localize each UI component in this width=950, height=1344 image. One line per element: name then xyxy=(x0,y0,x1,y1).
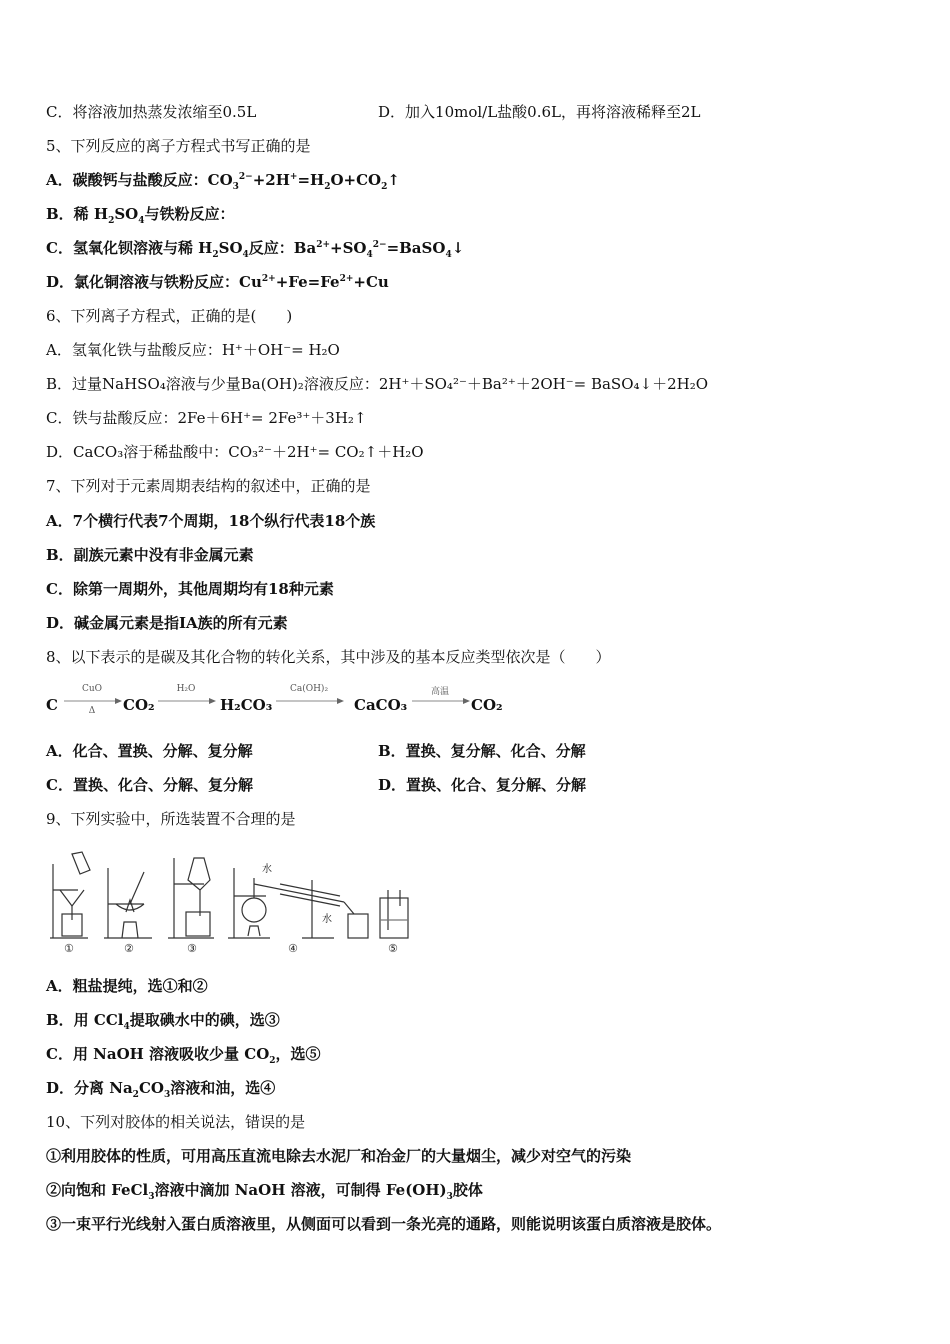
q7-option-c: C．除第一周期外，其他周期均有18种元素 xyxy=(46,580,334,598)
q6-option-a: A．氢氧化铁与盐酸反应：H⁺＋OH⁻= H₂O xyxy=(46,341,340,359)
apparatus-5-wash-bottle xyxy=(380,890,408,938)
apparatus-label-3: ③ xyxy=(187,942,197,955)
q10-statement-2: ②向饱和 FeCl$_3$溶液中滴加 NaOH 溶液，可制得 $Fe(OH)_3$胶体 xyxy=(46,1181,483,1202)
q9-option-d: D．分离 $Na_2CO_3$溶液和油，选④ xyxy=(46,1079,276,1100)
apparatus-label-5: ⑤ xyxy=(388,942,398,955)
q8-option-d: D．置换、化合、复分解、分解 xyxy=(378,776,587,794)
apparatus-figure xyxy=(44,850,414,958)
q4-option-d: D．加入10mol/L盐酸0.6L，再将溶液稀释至2L xyxy=(378,103,701,121)
q6-option-b: B．过量NaHSO₄溶液与少量Ba(OH)₂溶液反应：2H⁺＋SO₄²⁻＋Ba²⁺＋2OH⁻= BaSO₄↓＋2H₂O xyxy=(46,375,709,393)
arrow-3-line xyxy=(274,697,344,705)
water-label-top: 水 xyxy=(262,864,272,875)
chain-species-c: C xyxy=(46,696,58,714)
q8-option-b: B．置换、复分解、化合、分解 xyxy=(378,742,586,760)
apparatus-label-4: ④ xyxy=(288,942,298,955)
q4-option-c: C．将溶液加热蒸发浓缩至0.5L xyxy=(46,103,257,121)
q7-option-d: D．碱金属元素是指ⅠA族的所有元素 xyxy=(46,614,288,632)
q5-option-d: D．氯化铜溶液与铁粉反应：$Cu^{2+}+Fe=Fe^{2+}+Cu$ xyxy=(46,273,389,291)
chain-species-caco3: CaCO₃ xyxy=(354,696,408,714)
chain-species-co2: CO₂ xyxy=(123,696,155,714)
q8-option-c: C．置换、化合、分解、复分解 xyxy=(46,776,253,794)
apparatus-1-filtration xyxy=(50,852,90,938)
arrow-4-line xyxy=(410,697,470,705)
arrow-2-top: H₂O xyxy=(176,684,196,694)
q10-statement-3: ③一束平行光线射入蛋白质溶液里，从侧面可以看到一条光亮的通路，则能说明该蛋白质溶液是胶体。 xyxy=(46,1215,722,1233)
arrow-3-top: Ca(OH)₂ xyxy=(289,684,329,694)
q6-option-d: D．CaCO₃溶于稀盐酸中：CO₃²⁻＋2H⁺= CO₂↑＋H₂O xyxy=(46,443,424,461)
q9-option-b: B．用 CCl$_4$提取碘水中的碘，选③ xyxy=(46,1011,280,1032)
apparatus-2-evaporation xyxy=(104,868,152,938)
q10-statement-1: ①利用胶体的性质，可用高压直流电除去水泥厂和冶金厂的大量烟尘，减少对空气的污染 xyxy=(46,1147,632,1165)
q6-stem: 6、下列离子方程式，正确的是( ) xyxy=(46,307,293,325)
chain-species-co2-final: CO₂ xyxy=(471,696,503,714)
q5-option-c: C．氢氧化钡溶液与稀 $H_2SO_4$反应：$Ba^{2+}+SO_4^{2-}=BaSO_4↓$ xyxy=(46,239,465,260)
q7-option-a: A．7个横行代表7个周期，18个纵行代表18个族 xyxy=(46,512,376,530)
q10-stem: 10、下列对胶体的相关说法，错误的是 xyxy=(46,1113,306,1131)
q6-option-c: C．铁与盐酸反应：2Fe＋6H⁺= 2Fe³⁺＋3H₂↑ xyxy=(46,409,367,427)
apparatus-4-distillation xyxy=(228,868,368,938)
q7-stem: 7、下列对于元素周期表结构的叙述中，正确的是 xyxy=(46,477,371,495)
arrow-1-bottom: Δ xyxy=(88,706,96,716)
q9-stem: 9、下列实验中，所选装置不合理的是 xyxy=(46,810,296,828)
water-label-bottom: 水 xyxy=(322,914,332,925)
apparatus-label-1: ① xyxy=(64,942,74,955)
apparatus-label-2: ② xyxy=(124,942,134,955)
apparatus-3-separatory-funnel xyxy=(168,858,214,938)
q9-option-c: C．用 NaOH 溶液吸收少量 $CO_2$，选⑤ xyxy=(46,1045,321,1066)
q8-stem: 8、以下表示的是碳及其化合物的转化关系，其中涉及的基本反应类型依次是（ ） xyxy=(46,648,611,666)
chain-species-h2co3: H₂CO₃ xyxy=(220,696,273,714)
arrow-4-top: 高温 xyxy=(430,687,449,697)
arrow-2-line xyxy=(156,697,216,705)
q5-stem: 5、下列反应的离子方程式书写正确的是 xyxy=(46,137,311,155)
arrow-1-top: CuO xyxy=(81,684,103,694)
q8-option-a: A．化合、置换、分解、复分解 xyxy=(46,742,253,760)
q9-option-a: A．粗盐提纯，选①和② xyxy=(46,977,208,995)
carbon-conversion-chain xyxy=(46,684,606,724)
q5-option-a: A．碳酸钙与盐酸反应：$CO_3^{2-}+2H^+=H_2O+CO_2↑$ xyxy=(46,171,400,192)
q7-option-b: B．副族元素中没有非金属元素 xyxy=(46,546,254,564)
q5-option-b: B．稀 $H_2SO_4$与铁粉反应： xyxy=(46,205,235,226)
arrow-1-line xyxy=(62,697,122,705)
